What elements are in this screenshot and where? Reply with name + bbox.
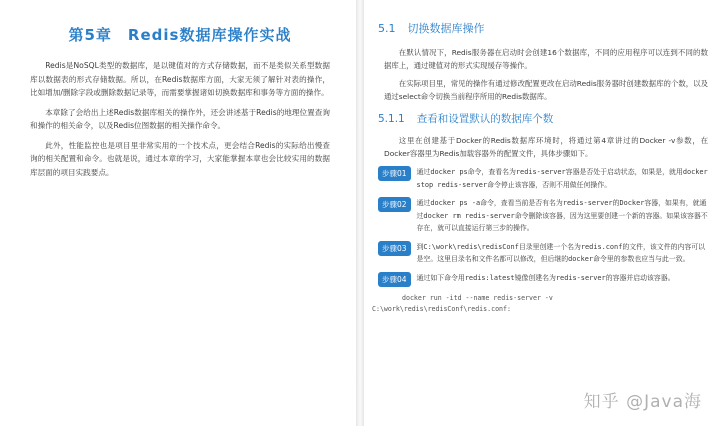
code-block: [372, 293, 708, 315]
step-1: [378, 166, 708, 191]
intro-paragraph: 这里在创建基于Docker的Redis数据库环境时，将通过第4章讲过的Docker -v参数，在Docker容器里为Redis加载容器外的配置文件，具体步骤如下。: [384, 136, 708, 158]
subsection-title: 查看和设置默认的数据库个数: [416, 113, 554, 125]
subsection-heading: [378, 111, 708, 126]
step-text: 通过docker ps -a命令，查看当前是否有名为redis-server的Docker容器，如果有，就通过docker rm redis-server命令删除该容器，因为这里要创建一个新的容器。如果该容器不存在，就可以直接运行第三步的操作。: [416, 199, 708, 232]
watermark-text: 知乎 @Java海: [583, 392, 702, 412]
left-paragraph-1: Redis是NoSQL类型的数据库，是以键值对的方式存储数据，而不是类似关系型数据库以数据表的形式存储数据。所以，在Redis数据库方面，大家无须了解针对表的操作，比如增加/删除字段或删除数据记录等，而需要掌握诸如切换数据库和事务等方面的操作。: [30, 61, 330, 97]
step-badge: 步骤01: [378, 166, 411, 181]
subsection-number: 5.1.1: [378, 113, 405, 125]
book-gutter: [356, 0, 364, 426]
step-badge: 步骤03: [378, 241, 411, 256]
step-2: [378, 197, 708, 235]
step-3: [378, 241, 708, 266]
section-heading: [378, 20, 708, 36]
section-number: 5.1: [378, 22, 396, 35]
code-line-1: docker run -itd --name redis-server -v: [402, 293, 553, 302]
step-badge: 步骤04: [378, 272, 411, 287]
step-text: 到C:\work\redis\redisConf目录里创建一个名为redis.conf的文件，该文件的内容可以是空。这里目录名和文件名都可以修改，但后继的docker命令里的参数也应当与此一致。: [416, 242, 706, 263]
step-text: 通过docker ps命令，查看名为redis-server容器是否处于启动状态，如果是，就用docker stop redis-server命令停止该容器，否则不用做任何操作。: [416, 168, 708, 189]
left-page: [0, 0, 356, 426]
left-paragraph-2: 本章除了会给出上述Redis数据库相关的操作外，还会讲述基于Redis的地理位置查询和操作的相关命令，以及Redis位图数据的相关操作命令。: [30, 107, 330, 130]
step-text: 通过如下命令用redis:latest镜像创建名为redis-server的容器并启动该容器。: [416, 273, 675, 282]
left-paragraph-3: 此外，性能监控也是项目里非常实用的一个技术点，更会结合Redis的实际给出慢查询的相关配置和命令。也就是说，通过本章的学习，大家能掌握本章也会比较实用的数据库层面的项目实践要点。: [30, 140, 330, 177]
step-4: [378, 272, 708, 287]
right-paragraph-1: 在默认情况下，Redis服务器在启动时会创建16个数据库，不同的应用程序可以连到不同的数据库上，通过键值对的形式实现缓存等操作。: [384, 48, 708, 70]
code-line-2: C:\work\redis\redisConf\redis.conf:: [372, 304, 511, 313]
right-paragraph-2: 在实际项目里，常见的操作有通过修改配置更改在启动Redis服务器时创建数据库的个数，以及通过select命令切换当前程序所用的Redis数据库。: [384, 79, 708, 101]
right-page: [364, 0, 720, 426]
step-badge: 步骤02: [378, 197, 411, 212]
section-title: 切换数据库操作: [407, 22, 485, 35]
chapter-title: 第5章 Redis数据库操作实战: [68, 26, 292, 44]
